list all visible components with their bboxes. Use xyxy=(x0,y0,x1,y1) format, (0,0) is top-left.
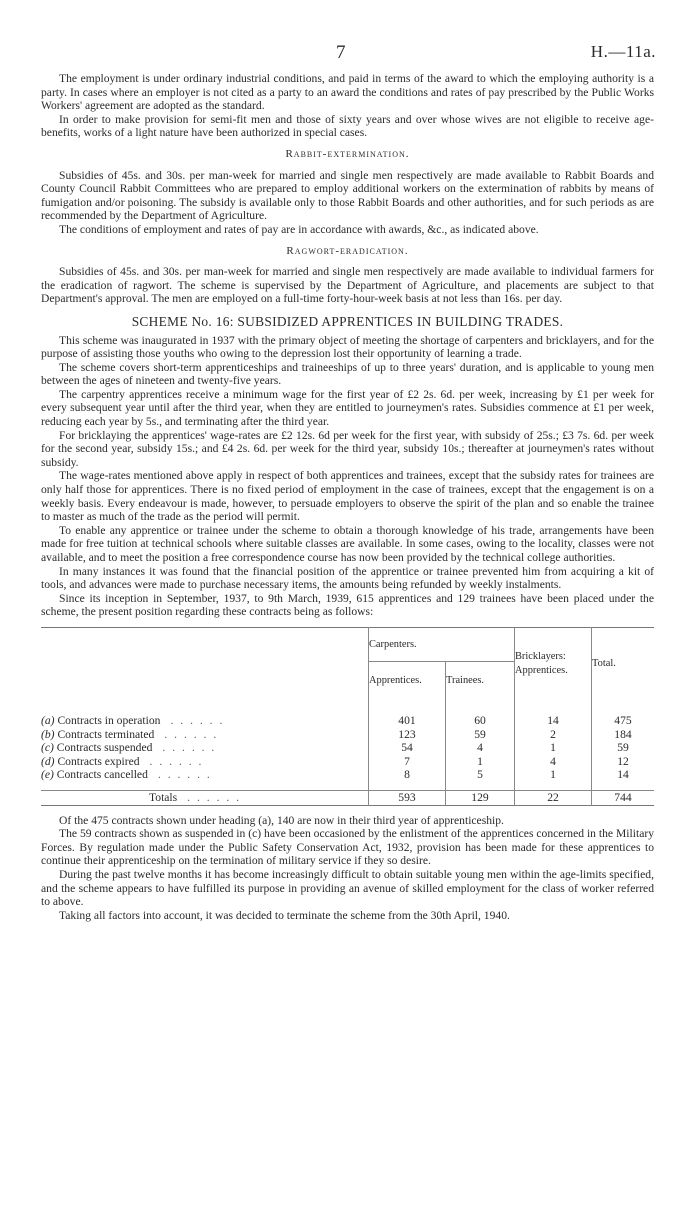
row-letter: (c) xyxy=(41,741,54,755)
leader-dots: . . . . . . xyxy=(157,768,212,782)
grand-total: 744 xyxy=(592,790,655,805)
total-apprentices: 593 xyxy=(369,790,446,805)
row-label: Contracts terminated xyxy=(57,727,155,741)
cell-total: 184 xyxy=(592,728,655,742)
paragraph: Subsidies of 45s. and 30s. per man-week for married and single men respectively are made available to Rabbit Boards and County Council Rabbit Committees who are prepared to employ additional workers on the extermination of rabbits by means of fumigation and/or poisoning. The subsidy is available only to those Rabbit Boards and other authorities, and for such periods as are recommended by the Department of Agriculture. xyxy=(41,168,654,223)
cell-bricklayers: 2 xyxy=(515,728,592,742)
paragraph: The employment is under ordinary industrial conditions, and paid in terms of the award to which the employing authority is a party. In cases where an employer is not cited as a party to an award the conditions and rates of pay prescribed by the Public Works Workers' agreement are adopted as the standard. xyxy=(41,72,654,113)
table-corner xyxy=(41,627,369,700)
total-bricklayers: 22 xyxy=(515,790,592,805)
cell-apprentices: 123 xyxy=(369,728,446,742)
page-number: 7 xyxy=(336,42,346,63)
row-letter: (e) xyxy=(41,768,54,782)
cell-trainees: 5 xyxy=(446,768,515,782)
row-letter: (b) xyxy=(41,727,55,741)
section-heading-rabbit: Rabbit-extermination. xyxy=(285,147,410,160)
row-label: Contracts expired xyxy=(57,754,140,768)
totals-row xyxy=(41,790,654,805)
table-row xyxy=(41,755,654,769)
row-label: Contracts cancelled xyxy=(56,768,148,782)
paragraph: The scheme covers short-term apprenticeships and traineeships of up to three years' duration, and is applicable to young men between the ages of nineteen and twenty-five years. xyxy=(41,360,654,388)
page-header xyxy=(0,42,700,66)
cell-total: 475 xyxy=(592,714,655,728)
table-row xyxy=(41,728,654,742)
contracts-table xyxy=(41,627,654,806)
table-row xyxy=(41,714,654,728)
leader-dots: . . . . . . xyxy=(164,727,219,741)
cell-trainees: 60 xyxy=(446,714,515,728)
cell-bricklayers: 1 xyxy=(515,741,592,755)
paragraph: The wage-rates mentioned above apply in respect of both apprentices and trainees, except that the subsidy rates for trainees are only half those for apprentices. There is no fixed period of employment in the case of trainees, except that the engagement is on a weekly basis. Every endeavour is made, however, to persuade employers to observe the spirit of the plan and so enable the trainee to master as much of the trade as the period will permit. xyxy=(41,469,654,524)
cell-total: 14 xyxy=(592,768,655,782)
table-row xyxy=(41,741,654,755)
leader-dots: . . . . . . xyxy=(149,754,204,768)
paragraph: During the past twelve months it has become increasingly difficult to obtain suitable young men within the age-limits specified, and the scheme appears to have fulfilled its purpose in providing an avenue of skilled employment for the class of worker referred to above. xyxy=(41,867,654,909)
column-header-trainees: Trainees. xyxy=(446,661,515,700)
cell-total: 59 xyxy=(592,741,655,755)
cell-bricklayers: 4 xyxy=(515,755,592,769)
cell-apprentices: 7 xyxy=(369,755,446,769)
row-letter: (d) xyxy=(41,754,55,768)
paragraph: In order to make provision for semi-fit men and those of sixty years and over whose wives are not eligible to receive age-benefits, works of a light nature have been authorized in special cases. xyxy=(41,112,654,140)
closing-section xyxy=(41,814,654,923)
page-body xyxy=(41,72,654,922)
cell-trainees: 4 xyxy=(446,741,515,755)
total-trainees: 129 xyxy=(446,790,515,805)
document-reference: H.—11a. xyxy=(590,42,656,61)
column-group-carpenters: Carpenters. xyxy=(369,627,515,661)
leader-dots: . . . . . . xyxy=(187,790,242,804)
paragraph: Taking all factors into account, it was decided to terminate the scheme from the 30th April, 1940. xyxy=(59,908,510,922)
scheme-heading: SCHEME No. 16: SUBSIDIZED APPRENTICES IN BUILDING TRADES. xyxy=(131,313,564,329)
column-header-total: Total. xyxy=(592,627,655,700)
paragraph: The carpentry apprentices receive a minimum wage for the first year of £2 2s. 6d. per week, increasing by £1 per week for every subsequent year until after the third year, when they are entitled to journeymen's rates. Subsidies commence at £1 per week, reducing each year by 5s., and terminating after the third year. xyxy=(41,387,654,429)
cell-trainees: 1 xyxy=(446,755,515,769)
paragraph: Subsidies of 45s. and 30s. per man-week for married and single men respectively are made available to individual farmers for the eradication of ragwort. The scheme is supervised by the Department of Agriculture, and placements are subject to that Department's approval. The men are employed on a full-time forty-hour-week basis at not less than 16s. per day. xyxy=(41,265,654,306)
cell-total: 12 xyxy=(592,755,655,769)
paragraph: The conditions of employment and rates of pay are in accordance with awards, &c., as indicated above. xyxy=(59,222,539,236)
column-header-apprentices: Apprentices. xyxy=(369,661,446,700)
cell-bricklayers: 14 xyxy=(515,714,592,728)
table-row xyxy=(41,768,654,782)
cell-apprentices: 401 xyxy=(369,714,446,728)
row-label: Contracts in operation xyxy=(57,713,161,727)
column-header-bricklayers: Bricklayers: Apprentices. xyxy=(515,627,592,700)
cell-apprentices: 8 xyxy=(369,768,446,782)
row-label: Contracts suspended xyxy=(56,741,153,755)
cell-apprentices: 54 xyxy=(369,741,446,755)
paragraph: The 59 contracts shown as suspended in (c) have been occasioned by the enlistment of the apprentices concerned in the Military Forces. By regulation made under the Public Safety Conservation Act, 1932, provision has been made for these apprentices to continue their apprenticeship on the termination of military service if they so desire. xyxy=(41,827,654,868)
leader-dots: . . . . . . xyxy=(162,741,217,755)
cell-bricklayers: 1 xyxy=(515,768,592,782)
paragraph: For bricklaying the apprentices' wage-rates are £2 12s. 6d per week for the first year, with subsidy of 25s.; £3 7s. 6d. per week for the second year, subsidy 15s.; and £4 2s. 6d. per week for the third year, subsidy 10s.; thereafter at journeymen's rates without subsidy. xyxy=(41,428,654,469)
leader-dots: . . . . . . xyxy=(170,713,225,727)
totals-label: Totals xyxy=(149,790,178,804)
paragraph: This scheme was inaugurated in 1937 with the primary object of meeting the shortage of carpenters and bricklayers, and for the purpose of assisting those youths who owing to the depression lost their opportunity of learning a trade. xyxy=(41,333,654,361)
row-letter: (a) xyxy=(41,713,55,727)
cell-trainees: 59 xyxy=(446,728,515,742)
paragraph: In many instances it was found that the financial position of the apprentice or trainee prevented him from acquiring a kit of tools, and advances were made to purchase necessary items, the amounts being refunded by weekly instalments. xyxy=(41,564,654,592)
paragraph: Since its inception in September, 1937, to 9th March, 1939, 615 apprentices and 129 trainees have been placed under the scheme, the present position regarding these contracts being as follows: xyxy=(41,591,654,619)
paragraph: To enable any apprentice or trainee under the scheme to obtain a thorough knowledge of his trade, arrangements have been made for free tuition at technical schools where suitable classes are available. In some cases, owing to the locality, classes were not available, and to meet the position a free correspondence course has now been provided by the technical college authorities. xyxy=(41,523,654,564)
paragraph: Of the 475 contracts shown under heading (a), 140 are now in their third year of apprenticeship. xyxy=(59,813,504,827)
section-heading-ragwort: Ragwort-eradication. xyxy=(286,244,409,257)
